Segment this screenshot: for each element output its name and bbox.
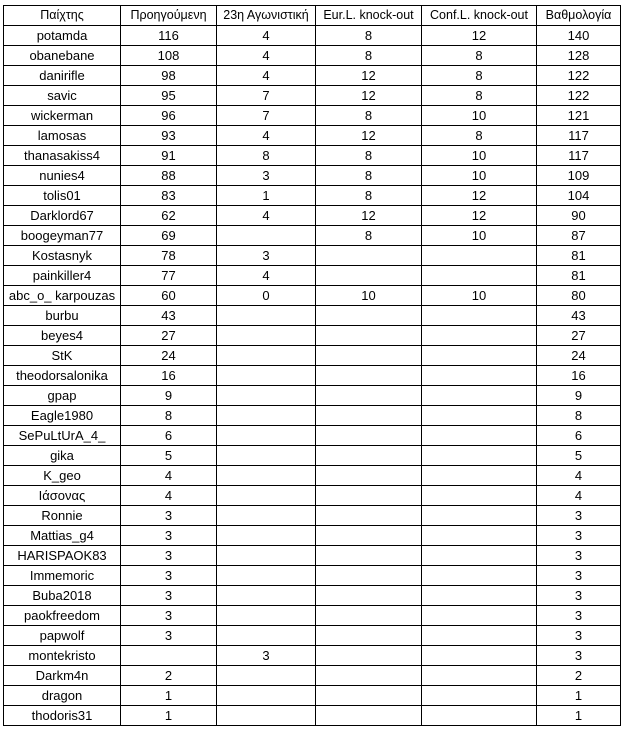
cell-total-points: 5 [537,446,621,466]
cell-conference-knockout [422,526,537,546]
cell-total-points: 6 [537,426,621,446]
table-row [4,486,621,506]
cell-round-23 [217,546,316,566]
cell-round-23: 8 [217,146,316,166]
table-row [4,246,621,266]
table-row [4,626,621,646]
cell-previous: 2 [121,666,217,686]
header-conference-knockout: Conf.L. knock-out [422,6,537,26]
cell-round-23 [217,486,316,506]
cell-total-points: 3 [537,566,621,586]
cell-player: dragon [4,686,121,706]
cell-europa-knockout [316,266,422,286]
cell-player: gika [4,446,121,466]
cell-europa-knockout: 12 [316,86,422,106]
cell-europa-knockout [316,526,422,546]
cell-round-23: 4 [217,206,316,226]
cell-total-points: 4 [537,466,621,486]
cell-conference-knockout [422,266,537,286]
cell-total-points: 87 [537,226,621,246]
table-row [4,546,621,566]
cell-conference-knockout [422,326,537,346]
cell-total-points: 8 [537,406,621,426]
table-row [4,206,621,226]
cell-round-23: 4 [217,66,316,86]
cell-previous: 108 [121,46,217,66]
cell-total-points: 3 [537,506,621,526]
cell-previous: 62 [121,206,217,226]
cell-total-points: 109 [537,166,621,186]
table-row [4,346,621,366]
cell-total-points: 81 [537,266,621,286]
cell-player: Darklord67 [4,206,121,226]
table-row [4,466,621,486]
cell-total-points: 27 [537,326,621,346]
table-row [4,386,621,406]
table-row [4,146,621,166]
cell-total-points: 80 [537,286,621,306]
cell-previous: 77 [121,266,217,286]
table-row [4,686,621,706]
table-row [4,706,621,726]
cell-europa-knockout: 12 [316,206,422,226]
cell-conference-knockout: 8 [422,86,537,106]
cell-round-23 [217,346,316,366]
cell-total-points: 1 [537,706,621,726]
cell-round-23 [217,566,316,586]
cell-player: Ronnie [4,506,121,526]
cell-total-points: 140 [537,26,621,46]
cell-conference-knockout: 12 [422,186,537,206]
cell-total-points: 4 [537,486,621,506]
cell-player: abc_o_ karpouzas [4,286,121,306]
cell-round-23: 3 [217,246,316,266]
cell-europa-knockout [316,686,422,706]
cell-europa-knockout [316,586,422,606]
cell-player: burbu [4,306,121,326]
table-row [4,306,621,326]
cell-europa-knockout [316,646,422,666]
cell-conference-knockout: 12 [422,26,537,46]
cell-europa-knockout [316,406,422,426]
cell-previous: 3 [121,526,217,546]
cell-europa-knockout: 8 [316,226,422,246]
cell-europa-knockout [316,306,422,326]
cell-round-23 [217,406,316,426]
table-row [4,606,621,626]
cell-player: paokfreedom [4,606,121,626]
cell-previous: 116 [121,26,217,46]
table-row [4,506,621,526]
cell-conference-knockout [422,346,537,366]
cell-total-points: 24 [537,346,621,366]
cell-total-points: 104 [537,186,621,206]
cell-total-points: 121 [537,106,621,126]
cell-previous: 88 [121,166,217,186]
cell-previous: 3 [121,606,217,626]
cell-previous: 3 [121,586,217,606]
cell-previous: 1 [121,686,217,706]
cell-player: thodoris31 [4,706,121,726]
cell-previous: 3 [121,546,217,566]
cell-player: obanebane [4,46,121,66]
cell-round-23 [217,526,316,546]
cell-previous [121,646,217,666]
cell-conference-knockout [422,666,537,686]
cell-total-points: 81 [537,246,621,266]
cell-europa-knockout: 8 [316,26,422,46]
cell-europa-knockout: 8 [316,46,422,66]
cell-round-23 [217,326,316,346]
cell-conference-knockout [422,246,537,266]
cell-previous: 93 [121,126,217,146]
cell-conference-knockout [422,466,537,486]
cell-player: painkiller4 [4,266,121,286]
table-row [4,586,621,606]
header-player: Παίχτης [4,6,121,26]
cell-round-23: 3 [217,166,316,186]
cell-conference-knockout [422,306,537,326]
cell-round-23 [217,606,316,626]
cell-europa-knockout [316,426,422,446]
cell-player: lamosas [4,126,121,146]
cell-previous: 3 [121,566,217,586]
cell-total-points: 3 [537,546,621,566]
cell-previous: 4 [121,466,217,486]
cell-round-23: 4 [217,266,316,286]
cell-conference-knockout: 10 [422,166,537,186]
cell-previous: 83 [121,186,217,206]
cell-total-points: 117 [537,146,621,166]
cell-total-points: 90 [537,206,621,226]
cell-previous: 60 [121,286,217,306]
cell-round-23 [217,386,316,406]
cell-conference-knockout [422,546,537,566]
cell-conference-knockout: 12 [422,206,537,226]
cell-round-23: 7 [217,106,316,126]
cell-previous: 78 [121,246,217,266]
cell-total-points: 128 [537,46,621,66]
cell-player: Kostasnyk [4,246,121,266]
header-europa-knockout: Eur.L. knock-out [316,6,422,26]
cell-round-23 [217,426,316,446]
cell-total-points: 3 [537,586,621,606]
cell-round-23 [217,666,316,686]
cell-europa-knockout: 10 [316,286,422,306]
cell-previous: 16 [121,366,217,386]
cell-player: Immemoric [4,566,121,586]
cell-round-23: 1 [217,186,316,206]
table-row [4,646,621,666]
cell-round-23: 7 [217,86,316,106]
cell-round-23 [217,446,316,466]
cell-player: Eagle1980 [4,406,121,426]
cell-player: papwolf [4,626,121,646]
cell-europa-knockout: 12 [316,66,422,86]
cell-total-points: 122 [537,86,621,106]
cell-previous: 3 [121,626,217,646]
table-row [4,26,621,46]
cell-total-points: 3 [537,646,621,666]
cell-previous: 69 [121,226,217,246]
table-row [4,366,621,386]
cell-round-23 [217,226,316,246]
cell-europa-knockout [316,366,422,386]
cell-player: theodorsalonika [4,366,121,386]
cell-conference-knockout [422,626,537,646]
cell-previous: 4 [121,486,217,506]
cell-total-points: 3 [537,626,621,646]
cell-previous: 8 [121,406,217,426]
cell-europa-knockout [316,486,422,506]
table-row [4,186,621,206]
cell-conference-knockout [422,426,537,446]
table-row [4,426,621,446]
cell-player: HARISPAOK83 [4,546,121,566]
cell-player: Buba2018 [4,586,121,606]
table-row [4,326,621,346]
cell-total-points: 3 [537,526,621,546]
cell-round-23: 4 [217,26,316,46]
cell-round-23 [217,366,316,386]
table-row [4,46,621,66]
cell-total-points: 2 [537,666,621,686]
cell-player: Mattias_g4 [4,526,121,546]
cell-europa-knockout: 8 [316,146,422,166]
table-row [4,86,621,106]
cell-player: beyes4 [4,326,121,346]
cell-europa-knockout [316,246,422,266]
cell-europa-knockout [316,626,422,646]
cell-europa-knockout: 8 [316,106,422,126]
cell-round-23 [217,626,316,646]
cell-europa-knockout [316,386,422,406]
table-row [4,166,621,186]
cell-previous: 27 [121,326,217,346]
table-row [4,566,621,586]
cell-conference-knockout [422,706,537,726]
cell-player: thanasakiss4 [4,146,121,166]
cell-conference-knockout: 10 [422,146,537,166]
cell-round-23 [217,466,316,486]
cell-conference-knockout [422,446,537,466]
header-total-points: Βαθμολογία [537,6,621,26]
cell-round-23 [217,506,316,526]
table-row [4,526,621,546]
cell-europa-knockout [316,546,422,566]
cell-player: wickerman [4,106,121,126]
header-row [4,6,621,26]
table-row [4,106,621,126]
cell-europa-knockout [316,666,422,686]
standings-table [3,5,621,726]
table-row [4,446,621,466]
header-previous: Προηγούμενη [121,6,217,26]
table-row [4,226,621,246]
cell-europa-knockout: 8 [316,186,422,206]
cell-player: SePuLtUrA_4_ [4,426,121,446]
cell-round-23 [217,306,316,326]
cell-europa-knockout [316,466,422,486]
table-row [4,666,621,686]
cell-previous: 98 [121,66,217,86]
cell-round-23 [217,706,316,726]
cell-europa-knockout [316,446,422,466]
cell-conference-knockout: 8 [422,46,537,66]
cell-previous: 9 [121,386,217,406]
cell-previous: 91 [121,146,217,166]
cell-conference-knockout [422,606,537,626]
cell-player: Darkm4n [4,666,121,686]
cell-player: savic [4,86,121,106]
cell-player: StK [4,346,121,366]
cell-player: danirifle [4,66,121,86]
cell-total-points: 9 [537,386,621,406]
cell-total-points: 3 [537,606,621,626]
cell-player: tolis01 [4,186,121,206]
cell-europa-knockout [316,326,422,346]
cell-total-points: 122 [537,66,621,86]
cell-player: K_geo [4,466,121,486]
table-row [4,266,621,286]
cell-total-points: 43 [537,306,621,326]
cell-conference-knockout: 10 [422,106,537,126]
table-row [4,286,621,306]
cell-europa-knockout: 12 [316,126,422,146]
cell-player: Ιάσονας [4,486,121,506]
header-round-23: 23η Αγωνιστική [217,6,316,26]
cell-total-points: 16 [537,366,621,386]
cell-previous: 96 [121,106,217,126]
cell-conference-knockout [422,686,537,706]
cell-europa-knockout [316,566,422,586]
cell-conference-knockout: 10 [422,226,537,246]
cell-conference-knockout [422,646,537,666]
table-row [4,406,621,426]
cell-previous: 5 [121,446,217,466]
cell-conference-knockout [422,386,537,406]
cell-conference-knockout [422,486,537,506]
cell-round-23: 0 [217,286,316,306]
cell-europa-knockout [316,346,422,366]
cell-round-23: 4 [217,126,316,146]
cell-europa-knockout: 8 [316,166,422,186]
cell-previous: 43 [121,306,217,326]
cell-conference-knockout [422,366,537,386]
cell-previous: 1 [121,706,217,726]
cell-round-23 [217,586,316,606]
cell-total-points: 117 [537,126,621,146]
cell-conference-knockout [422,586,537,606]
cell-europa-knockout [316,606,422,626]
cell-previous: 24 [121,346,217,366]
cell-europa-knockout [316,706,422,726]
cell-round-23: 3 [217,646,316,666]
cell-conference-knockout [422,566,537,586]
cell-conference-knockout [422,406,537,426]
table-row [4,66,621,86]
cell-player: gpap [4,386,121,406]
cell-conference-knockout: 10 [422,286,537,306]
cell-conference-knockout: 8 [422,66,537,86]
cell-previous: 95 [121,86,217,106]
cell-previous: 3 [121,506,217,526]
cell-round-23 [217,686,316,706]
table-row [4,126,621,146]
cell-total-points: 1 [537,686,621,706]
cell-conference-knockout [422,506,537,526]
cell-player: nunies4 [4,166,121,186]
cell-conference-knockout: 8 [422,126,537,146]
cell-player: montekristo [4,646,121,666]
cell-player: boogeyman77 [4,226,121,246]
cell-europa-knockout [316,506,422,526]
cell-player: potamda [4,26,121,46]
cell-round-23: 4 [217,46,316,66]
cell-previous: 6 [121,426,217,446]
